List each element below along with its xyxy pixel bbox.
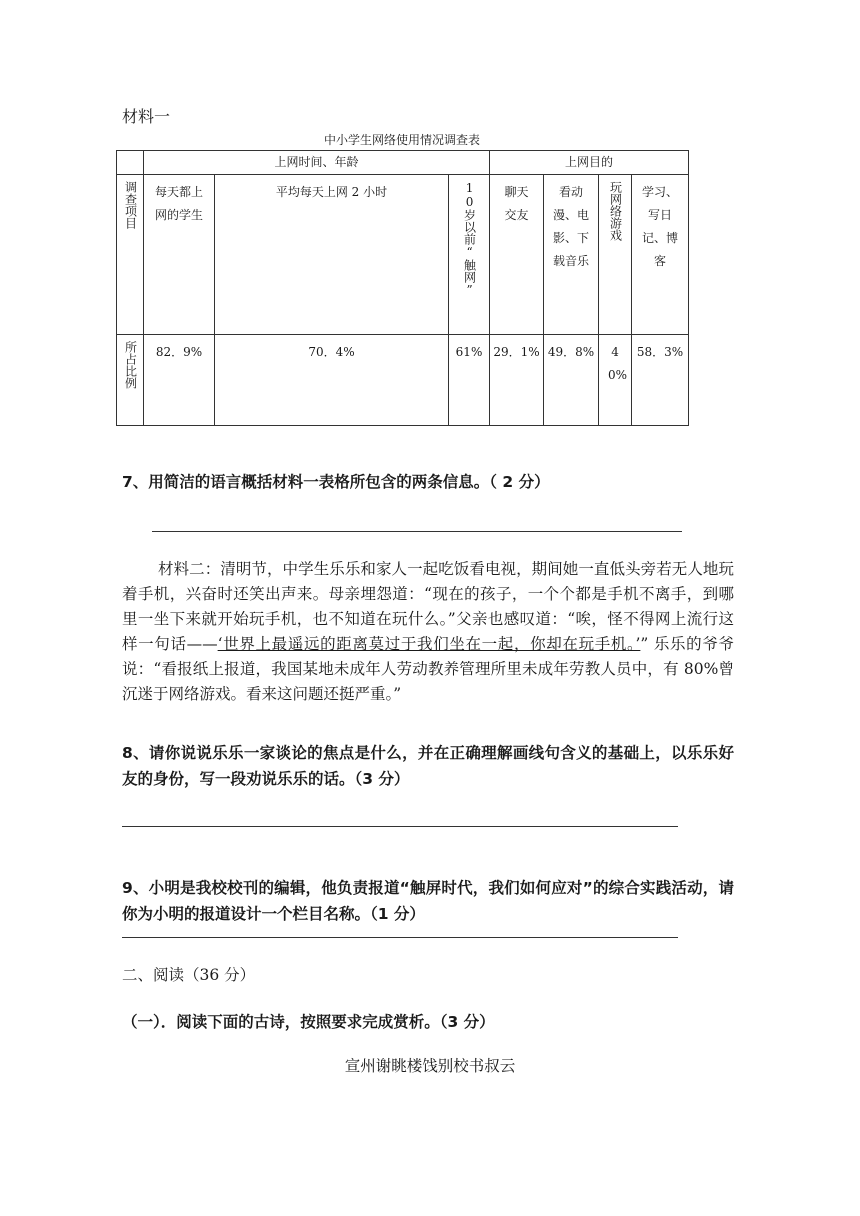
value-cell: 70．4% bbox=[215, 335, 449, 426]
value-cell: 58．3% bbox=[632, 335, 689, 426]
question-9: 9、小明是我校校刊的编辑，他负责报道“触屏时代，我们如何应对”的综合实践活动，请你为小明的报道设计一个栏目名称。（1 分） bbox=[122, 879, 734, 923]
row-label-item: 调查项目 bbox=[123, 181, 138, 229]
column-header: 学习、写日记、博客 bbox=[632, 175, 689, 335]
question-7: 7、用简洁的语言概括材料一表格所包含的两条信息。（ 2 分） bbox=[122, 473, 550, 491]
value-cell: 61% bbox=[449, 335, 490, 426]
row-label-ratio: 所占比例 bbox=[123, 341, 138, 389]
column-header: 10岁以前“触网” bbox=[462, 181, 477, 297]
underlined-sentence: ‘世界上最遥远的距离莫过于我们坐在一起，你却在玩手机。’ bbox=[217, 635, 641, 653]
answer-line-7[interactable] bbox=[152, 531, 682, 532]
column-header: 每天都上网的学生 bbox=[144, 175, 215, 335]
material1-heading: 材料一 bbox=[122, 107, 171, 126]
section-reading-heading: 二、阅读（36 分） bbox=[122, 966, 256, 984]
poem-title: 宣州谢眺楼饯别校书叔云 bbox=[344, 1057, 516, 1075]
table-title: 中小学生网络使用情况调查表 bbox=[323, 133, 480, 147]
question-8: 8、请你说说乐乐一家谈论的焦点是什么，并在正确理解画线句含义的基础上，以乐乐好友的身份，写一段劝说乐乐的话。（3 分） bbox=[122, 744, 734, 788]
column-header: 看动漫、电影、下载音乐 bbox=[544, 175, 599, 335]
column-header: 聊天交友 bbox=[490, 175, 544, 335]
value-cell: 82．9% bbox=[144, 335, 215, 426]
table-corner-cell bbox=[117, 151, 144, 175]
value-cell: 29．1% bbox=[490, 335, 544, 426]
column-header: 玩网络游戏 bbox=[608, 181, 623, 241]
group-header-purpose: 上网目的 bbox=[490, 151, 689, 175]
group-header-time: 上网时间、年龄 bbox=[144, 151, 490, 175]
material2-paragraph bbox=[122, 557, 734, 707]
answer-line-9[interactable] bbox=[122, 937, 678, 938]
material2-text-end: ” 乐乐的爷爷说：“看报纸上报道，我国某地未成年人劳动教养管理所里未成年劳教人员中，有 80%曾沉迷于网络游戏。看来这问题还挺严重。” bbox=[122, 635, 734, 703]
subsection-1-heading: （一）．阅读下面的古诗，按照要求完成赏析。（3 分） bbox=[122, 1013, 495, 1031]
material2-text: 材料二：清明节，中学生乐乐和家人一起吃饭看电视，期间她一直低头旁若无人地玩着手机，兴奋时还笑出声来。母亲埋怨道：“现在的孩子，一个个都是手机不离手，到哪里一坐下来就开始玩手机，也不知道在玩什么。”父亲也感叹道：“唉，怪不得网上流行这样一句话—— bbox=[122, 560, 734, 653]
column-header: 平均每天上网 2 小时 bbox=[215, 175, 449, 335]
value-cell: 40% bbox=[599, 335, 632, 426]
answer-line-8[interactable] bbox=[122, 826, 678, 827]
value-cell: 49．8% bbox=[544, 335, 599, 426]
survey-table bbox=[116, 150, 689, 426]
